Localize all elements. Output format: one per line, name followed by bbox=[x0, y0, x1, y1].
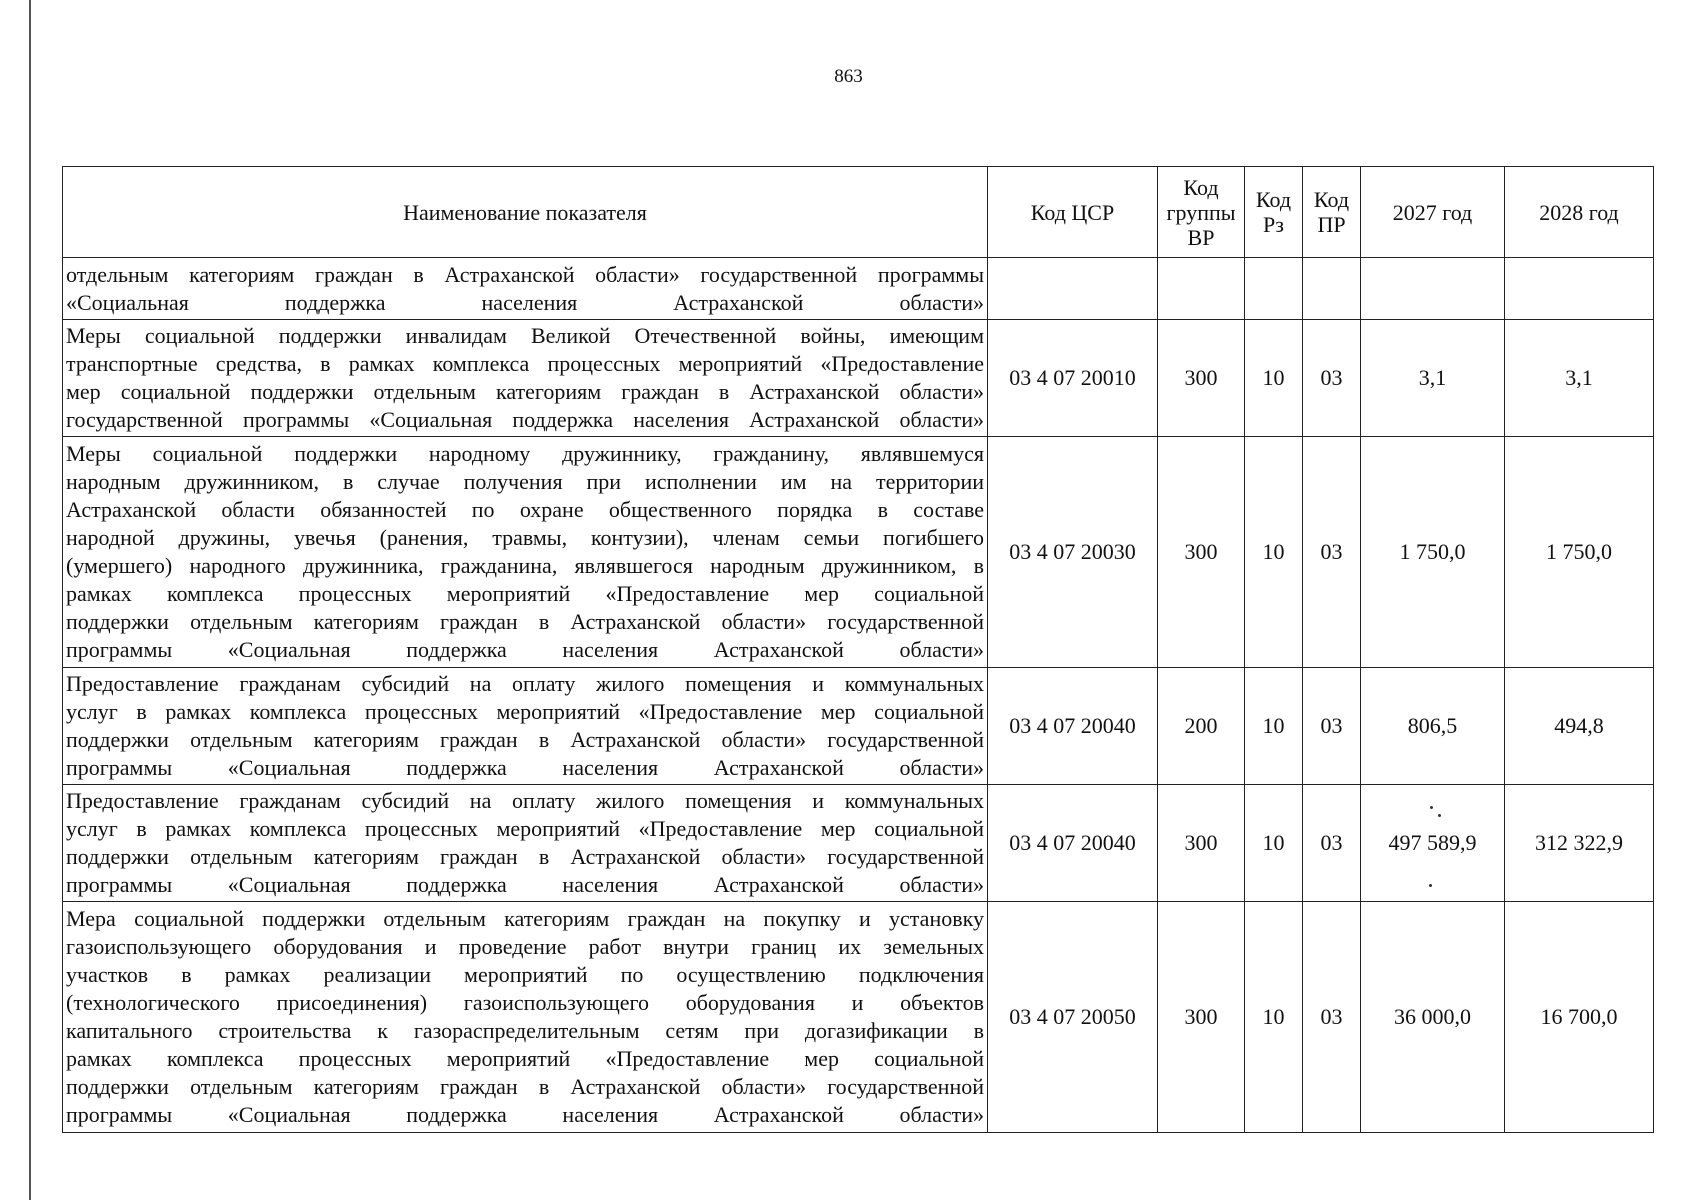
cell-y2028: 312 322,9 bbox=[1505, 785, 1654, 902]
cell-pr: 03 bbox=[1303, 437, 1361, 668]
cell-y2027: 36 000,0 bbox=[1361, 902, 1505, 1133]
header-2027: 2027 год bbox=[1361, 167, 1505, 258]
table-row bbox=[63, 437, 1654, 668]
indicator-name-line: капитального строительства к газораспределительным сетям при догазификации в bbox=[66, 1018, 984, 1043]
cell-vr bbox=[1158, 258, 1245, 320]
left-margin-line bbox=[29, 0, 31, 1200]
cell-y2027 bbox=[1361, 258, 1505, 320]
header-csr: Код ЦСР bbox=[988, 167, 1158, 258]
table-row bbox=[63, 258, 1654, 320]
cell-y2028: 1 750,0 bbox=[1505, 437, 1654, 668]
indicator-name-line: (умершего) народного дружинника, гражданина, являвшегося народным дружинником, в bbox=[66, 553, 984, 578]
header-pr-line: Код bbox=[1313, 187, 1350, 212]
cell-rz: 10 bbox=[1245, 320, 1303, 437]
page-number: 863 bbox=[834, 66, 863, 87]
header-2028: 2028 год bbox=[1505, 167, 1654, 258]
cell-csr bbox=[988, 258, 1158, 320]
indicator-name-line: «Социальная поддержка населения Астраханской области» bbox=[66, 289, 984, 315]
indicator-name-line: рамках комплекса процессных мероприятий «Предоставление мер социальной bbox=[66, 1046, 984, 1071]
cell-vr: 300 bbox=[1158, 785, 1245, 902]
cell-y2028: 494,8 bbox=[1505, 668, 1654, 785]
cell-rz: 10 bbox=[1245, 437, 1303, 668]
header-vr bbox=[1158, 167, 1245, 258]
cell-pr: 03 bbox=[1303, 785, 1361, 902]
indicator-name-line: Меры социальной поддержки инвалидам Великой Отечественной войны, имеющим bbox=[66, 323, 984, 348]
indicator-name-line: народной дружины, увечья (ранения, травмы, контузии), членам семьи погибшего bbox=[66, 525, 984, 550]
indicator-name-line: Предоставление гражданам субсидий на оплату жилого помещения и коммунальных bbox=[66, 788, 984, 813]
header-vr-line: Код bbox=[1183, 174, 1219, 200]
indicator-name-line: Предоставление гражданам субсидий на оплату жилого помещения и коммунальных bbox=[66, 671, 984, 696]
header-rz-line: Рз bbox=[1263, 212, 1284, 237]
cell-csr: 03 4 07 20040 bbox=[988, 785, 1158, 902]
header-pr-line: ПР bbox=[1317, 212, 1346, 237]
header-rz bbox=[1245, 167, 1303, 258]
indicator-name-line: Астраханской области обязанностей по охране общественного порядка в составе bbox=[66, 497, 984, 522]
cell-y2027: 1 750,0 bbox=[1361, 437, 1505, 668]
cell-rz: 10 bbox=[1245, 902, 1303, 1133]
indicator-name-line: Меры социальной поддержки народному дружиннику, гражданину, являвшемуся bbox=[66, 441, 984, 466]
header-row bbox=[63, 167, 1654, 258]
indicator-name-line: программы «Социальная поддержка населения Астраханской области» bbox=[66, 872, 984, 897]
indicator-name-cell bbox=[63, 902, 988, 1133]
cell-csr: 03 4 07 20040 bbox=[988, 668, 1158, 785]
cell-vr: 300 bbox=[1158, 902, 1245, 1133]
indicator-name-line: отдельным категориям граждан в Астраханской области» государственной программы bbox=[66, 261, 984, 287]
indicator-name-line: поддержки отдельным категориям граждан в Астраханской области» государственной bbox=[66, 727, 984, 752]
indicator-name-cell bbox=[63, 437, 988, 668]
indicator-name-line: государственной программы «Социальная поддержка населения Астраханской области» bbox=[66, 407, 984, 432]
cell-csr: 03 4 07 20010 bbox=[988, 320, 1158, 437]
cell-rz: 10 bbox=[1245, 668, 1303, 785]
indicator-name-line: транспортные средства, в рамках комплекса процессных мероприятий «Предоставление bbox=[66, 351, 984, 376]
budget-table bbox=[62, 166, 1654, 1133]
cell-pr: 03 bbox=[1303, 668, 1361, 785]
cell-pr bbox=[1303, 258, 1361, 320]
table-row bbox=[63, 668, 1654, 785]
indicator-name-line: народным дружинником, в случае получения при исполнении им на территории bbox=[66, 469, 984, 494]
indicator-name-line: (технологического присоединения) газоиспользующего оборудования и объектов bbox=[66, 990, 984, 1015]
scan-speck bbox=[1429, 884, 1432, 887]
indicator-name-cell bbox=[63, 320, 988, 437]
cell-rz: 10 bbox=[1245, 785, 1303, 902]
indicator-name-cell bbox=[63, 785, 988, 902]
indicator-name-line: программы «Социальная поддержка населения Астраханской области» bbox=[66, 755, 984, 780]
cell-y2028 bbox=[1505, 258, 1654, 320]
cell-csr: 03 4 07 20030 bbox=[988, 437, 1158, 668]
cell-y2027: 3,1 bbox=[1361, 320, 1505, 437]
cell-rz bbox=[1245, 258, 1303, 320]
header-vr-line: ВР bbox=[1187, 224, 1215, 250]
cell-vr: 300 bbox=[1158, 320, 1245, 437]
scan-speck bbox=[1430, 806, 1433, 809]
indicator-name-line: рамках комплекса процессных мероприятий «Предоставление мер социальной bbox=[66, 581, 984, 606]
indicator-name-line: программы «Социальная поддержка населения Астраханской области» bbox=[66, 1102, 984, 1127]
cell-pr: 03 bbox=[1303, 902, 1361, 1133]
cell-csr: 03 4 07 20050 bbox=[988, 902, 1158, 1133]
indicator-name-line: услуг в рамках комплекса процессных мероприятий «Предоставление мер социальной bbox=[66, 699, 984, 724]
header-name: Наименование показателя bbox=[63, 167, 988, 258]
indicator-name-line: мер социальной поддержки отдельным категориям граждан в Астраханской области» bbox=[66, 379, 984, 404]
indicator-name-line: газоиспользующего оборудования и проведение работ внутри границ их земельных bbox=[66, 934, 984, 959]
indicator-name-line: поддержки отдельным категориям граждан в Астраханской области» государственной bbox=[66, 1074, 984, 1099]
cell-y2027: 497 589,9 bbox=[1361, 785, 1505, 902]
cell-y2028: 3,1 bbox=[1505, 320, 1654, 437]
indicator-name-line: поддержки отдельным категориям граждан в Астраханской области» государственной bbox=[66, 609, 984, 634]
indicator-name-line: Мера социальной поддержки отдельным категориям граждан на покупку и установку bbox=[66, 906, 984, 931]
cell-vr: 300 bbox=[1158, 437, 1245, 668]
cell-pr: 03 bbox=[1303, 320, 1361, 437]
table-row bbox=[63, 785, 1654, 902]
table-row bbox=[63, 902, 1654, 1133]
indicator-name-line: программы «Социальная поддержка населения Астраханской области» bbox=[66, 637, 984, 662]
header-pr bbox=[1303, 167, 1361, 258]
table-row bbox=[63, 320, 1654, 437]
indicator-name-line: услуг в рамках комплекса процессных мероприятий «Предоставление мер социальной bbox=[66, 816, 984, 841]
cell-y2027: 806,5 bbox=[1361, 668, 1505, 785]
scan-speck bbox=[1438, 814, 1441, 817]
indicator-name-cell bbox=[63, 258, 988, 320]
cell-y2028: 16 700,0 bbox=[1505, 902, 1654, 1133]
indicator-name-line: участков в рамках реализации мероприятий по осуществлению подключения bbox=[66, 962, 984, 987]
cell-vr: 200 bbox=[1158, 668, 1245, 785]
header-vr-line: группы bbox=[1166, 199, 1236, 225]
indicator-name-line: поддержки отдельным категориям граждан в Астраханской области» государственной bbox=[66, 844, 984, 869]
header-rz-line: Код bbox=[1255, 187, 1292, 212]
indicator-name-cell bbox=[63, 668, 988, 785]
